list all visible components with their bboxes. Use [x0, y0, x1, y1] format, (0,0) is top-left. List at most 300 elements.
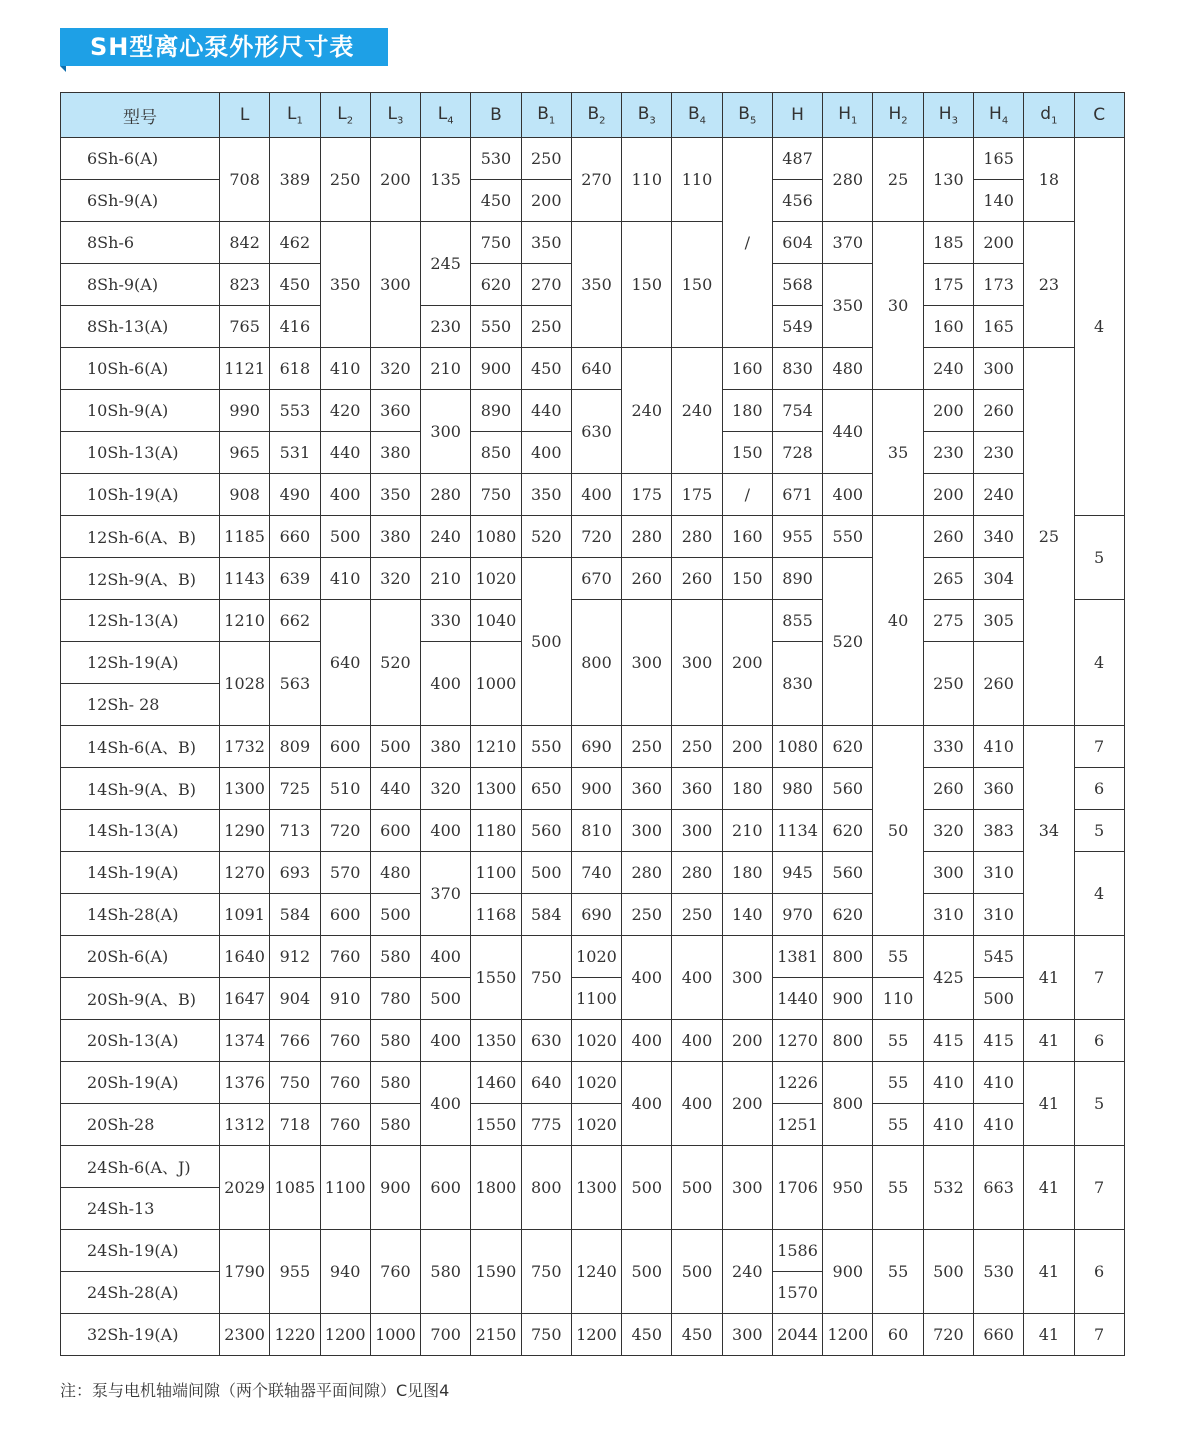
- table-row: [61, 1230, 1125, 1272]
- dimension-cell: 55: [873, 1104, 923, 1146]
- column-header: B: [471, 93, 521, 138]
- dimension-cell: 760: [320, 1062, 370, 1104]
- dimension-cell: 280: [421, 474, 471, 516]
- dimension-cell: 410: [923, 1104, 973, 1146]
- dimension-cell: 400: [521, 432, 571, 474]
- model-cell: 20Sh-28: [61, 1104, 220, 1146]
- column-header: C: [1074, 93, 1124, 138]
- table-row: [61, 1104, 1125, 1146]
- dimension-cell: 970: [772, 894, 822, 936]
- dimension-cell: 400: [421, 810, 471, 852]
- dimension-cell: 110: [672, 138, 722, 222]
- column-header: $L_2$: [320, 93, 370, 138]
- dimension-cell: 1732: [220, 726, 270, 768]
- dimension-cell: 500: [521, 558, 571, 726]
- dimension-cell: 530: [973, 1230, 1023, 1314]
- dimension-cell: 765: [220, 306, 270, 348]
- dimension-cell: 500: [622, 1230, 672, 1314]
- dimension-cell: 410: [320, 558, 370, 600]
- dimension-cell: 1020: [571, 1062, 621, 1104]
- dimension-cell: 4: [1074, 138, 1124, 516]
- dimension-cell: 400: [823, 474, 873, 516]
- dimension-cell: 400: [421, 936, 471, 978]
- dimension-cell: 1440: [772, 978, 822, 1020]
- dimension-cell: 1240: [571, 1230, 621, 1314]
- table-row: [61, 852, 1125, 894]
- dimension-cell: 200: [722, 1020, 772, 1062]
- dimension-cell: 250: [622, 894, 672, 936]
- dimension-cell: 620: [471, 264, 521, 306]
- dimension-cell: 910: [320, 978, 370, 1020]
- dimension-cell: 200: [722, 726, 772, 768]
- dimension-cell: 663: [973, 1146, 1023, 1230]
- dimension-cell: 1134: [772, 810, 822, 852]
- column-header: $L_4$: [421, 93, 471, 138]
- table-row: [61, 810, 1125, 852]
- dimension-cell: 7: [1074, 936, 1124, 1020]
- dimension-cell: 531: [270, 432, 320, 474]
- dimension-cell: 250: [672, 894, 722, 936]
- dimension-cell: 280: [823, 138, 873, 222]
- dimension-cell: 1168: [471, 894, 521, 936]
- dimension-cell: 25: [1024, 348, 1074, 726]
- dimension-cell: 850: [471, 432, 521, 474]
- dimension-cell: 662: [270, 600, 320, 642]
- dimension-cell: 713: [270, 810, 320, 852]
- dimension-cell: 754: [772, 390, 822, 432]
- table-row: [61, 474, 1125, 516]
- dimension-cell: 1376: [220, 1062, 270, 1104]
- dimension-cell: 440: [320, 432, 370, 474]
- dimension-cell: 584: [270, 894, 320, 936]
- dimension-cell: 260: [622, 558, 672, 600]
- dimension-cell: 400: [571, 474, 621, 516]
- dimension-cell: 1460: [471, 1062, 521, 1104]
- model-cell: 12Sh-9(A、B): [61, 558, 220, 600]
- dimension-cell: 570: [320, 852, 370, 894]
- dimension-cell: 1374: [220, 1020, 270, 1062]
- dimension-cell: 350: [521, 474, 571, 516]
- dimension-cell: 600: [421, 1146, 471, 1230]
- dimension-cell: 450: [521, 348, 571, 390]
- dimension-cell: 300: [722, 936, 772, 1020]
- dimension-cell: 180: [722, 768, 772, 810]
- dimension-cell: 150: [672, 222, 722, 348]
- dimension-cell: 400: [622, 1062, 672, 1146]
- dimension-cell: 400: [672, 1062, 722, 1146]
- dimension-cell: 240: [421, 516, 471, 558]
- dimension-cell: 35: [873, 390, 923, 516]
- dimension-cell: 549: [772, 306, 822, 348]
- dimension-cell: 660: [973, 1314, 1023, 1356]
- dimension-cell: 160: [722, 348, 772, 390]
- dimension-cell: 440: [370, 768, 420, 810]
- dimension-cell: 200: [722, 1062, 772, 1146]
- dimension-cell: 1312: [220, 1104, 270, 1146]
- dimension-cell: 400: [622, 936, 672, 1020]
- model-cell: 32Sh-19(A): [61, 1314, 220, 1356]
- dimension-cell: 830: [772, 642, 822, 726]
- footnote: 注：泵与电机轴端间隙（两个联轴器平面间隙）C见图4: [60, 1381, 450, 1400]
- dimension-cell: 650: [521, 768, 571, 810]
- table-row: [61, 1062, 1125, 1104]
- dimension-cell: 855: [772, 600, 822, 642]
- dimension-cell: 740: [571, 852, 621, 894]
- dimension-cell: 1020: [571, 936, 621, 978]
- dimension-cell: /: [722, 138, 772, 348]
- model-cell: 8Sh-9(A): [61, 264, 220, 306]
- dimension-cell: 1020: [571, 1020, 621, 1062]
- column-header: $B_2$: [571, 93, 621, 138]
- dimension-cell: 350: [320, 222, 370, 348]
- dimension-cell: 310: [973, 894, 1023, 936]
- dimension-cell: 400: [421, 1020, 471, 1062]
- dimension-cell: 340: [973, 516, 1023, 558]
- dimension-cell: 265: [923, 558, 973, 600]
- dimension-cell: 5: [1074, 1062, 1124, 1146]
- dimension-cell: 245: [421, 222, 471, 306]
- dimension-cell: 890: [471, 390, 521, 432]
- dimension-cell: 320: [923, 810, 973, 852]
- dimension-cell: 450: [471, 180, 521, 222]
- dimension-cell: 400: [421, 1062, 471, 1146]
- dimension-cell: 500: [672, 1146, 722, 1230]
- dimension-cell: 140: [722, 894, 772, 936]
- dimension-cell: 800: [571, 600, 621, 726]
- dimension-cell: 23: [1024, 222, 1074, 348]
- model-cell: 12Sh-13(A): [61, 600, 220, 642]
- dimension-cell: 250: [521, 138, 571, 180]
- dimension-cell: 1220: [270, 1314, 320, 1356]
- dimension-cell: 766: [270, 1020, 320, 1062]
- dimension-cell: 693: [270, 852, 320, 894]
- dimension-cell: 1550: [471, 1104, 521, 1146]
- dimension-cell: 550: [471, 306, 521, 348]
- dimension-cell: 800: [823, 1062, 873, 1146]
- dimension-cell: 940: [320, 1230, 370, 1314]
- dimension-cell: 1300: [220, 768, 270, 810]
- model-cell: 10Sh-13(A): [61, 432, 220, 474]
- dimension-cell: 500: [923, 1230, 973, 1314]
- dimension-cell: 1251: [772, 1104, 822, 1146]
- dimension-cell: 1590: [471, 1230, 521, 1314]
- dimension-cell: 260: [973, 642, 1023, 726]
- column-header: $B_3$: [622, 93, 672, 138]
- page-title: SH型离心泵外形尺寸表: [60, 28, 388, 66]
- dimension-cell: 1080: [471, 516, 521, 558]
- dimension-cell: 165: [973, 138, 1023, 180]
- dimension-cell: 945: [772, 852, 822, 894]
- dimension-cell: 630: [571, 390, 621, 474]
- dimension-cell: 1143: [220, 558, 270, 600]
- dimension-cell: 580: [370, 936, 420, 978]
- dimension-cell: 210: [421, 558, 471, 600]
- dimension-cell: 630: [521, 1020, 571, 1062]
- dimension-cell: 440: [823, 390, 873, 474]
- dimension-cell: 487: [772, 138, 822, 180]
- dimension-cell: 500: [672, 1230, 722, 1314]
- table-row: [61, 1314, 1125, 1356]
- table-row: [61, 222, 1125, 264]
- dimension-cell: 456: [772, 180, 822, 222]
- dimension-cell: 260: [923, 516, 973, 558]
- dimension-cell: 1350: [471, 1020, 521, 1062]
- dimension-cell: 1800: [471, 1146, 521, 1230]
- dimension-cell: 1200: [571, 1314, 621, 1356]
- dimension-cell: 200: [370, 138, 420, 222]
- dimension-cell: 490: [270, 474, 320, 516]
- dimension-cell: 1100: [571, 978, 621, 1020]
- dimension-cell: 200: [923, 474, 973, 516]
- dimension-cell: 383: [973, 810, 1023, 852]
- column-header: H: [772, 93, 822, 138]
- dimension-cell: 425: [923, 936, 973, 1020]
- dimension-cell: 980: [772, 768, 822, 810]
- dimension-cell: 1790: [220, 1230, 270, 1314]
- dimension-cell: 640: [571, 348, 621, 390]
- table-row: [61, 936, 1125, 978]
- dimension-cell: 545: [973, 936, 1023, 978]
- dimension-cell: 380: [370, 432, 420, 474]
- dimension-cell: 410: [973, 726, 1023, 768]
- dimension-cell: 1121: [220, 348, 270, 390]
- dimension-cell: 173: [973, 264, 1023, 306]
- dimension-cell: 908: [220, 474, 270, 516]
- dimension-cell: 41: [1024, 1146, 1074, 1230]
- dimension-cell: 240: [672, 348, 722, 474]
- dimension-cell: 639: [270, 558, 320, 600]
- dimension-cell: 775: [521, 1104, 571, 1146]
- dimension-cell: 530: [471, 138, 521, 180]
- dimension-cell: 750: [270, 1062, 320, 1104]
- model-cell: 20Sh-13(A): [61, 1020, 220, 1062]
- dimension-cell: 800: [521, 1146, 571, 1230]
- dimension-cell: 760: [320, 1104, 370, 1146]
- dimension-cell: 520: [521, 516, 571, 558]
- dimension-cell: 389: [270, 138, 320, 222]
- dimension-cell: 110: [873, 978, 923, 1020]
- dimension-cell: 760: [320, 1020, 370, 1062]
- dimension-cell: 955: [772, 516, 822, 558]
- dimension-cell: 350: [521, 222, 571, 264]
- dimension-cell: 300: [722, 1314, 772, 1356]
- dimension-cell: 440: [521, 390, 571, 432]
- model-cell: 20Sh-19(A): [61, 1062, 220, 1104]
- dimension-cell: 725: [270, 768, 320, 810]
- dimension-cell: 320: [370, 558, 420, 600]
- table-row: [61, 894, 1125, 936]
- dimension-cell: 270: [521, 264, 571, 306]
- dimension-cell: 40: [873, 516, 923, 726]
- dimension-cell: 584: [521, 894, 571, 936]
- dimension-cell: 462: [270, 222, 320, 264]
- dimension-cell: 450: [270, 264, 320, 306]
- column-header: $H_1$: [823, 93, 873, 138]
- column-header: $H_3$: [923, 93, 973, 138]
- dimension-cell: 410: [923, 1062, 973, 1104]
- dimension-cell: 912: [270, 936, 320, 978]
- dimension-cell: 580: [421, 1230, 471, 1314]
- dimension-cell: 300: [923, 852, 973, 894]
- dimension-cell: 250: [622, 726, 672, 768]
- dimension-cell: 7: [1074, 1314, 1124, 1356]
- dimension-cell: 34: [1024, 726, 1074, 936]
- dimension-cell: 55: [873, 936, 923, 978]
- dimension-cell: 708: [220, 138, 270, 222]
- model-cell: 14Sh-28(A): [61, 894, 220, 936]
- dimension-cell: 720: [923, 1314, 973, 1356]
- dimension-cell: 280: [622, 516, 672, 558]
- dimension-cell: 1586: [772, 1230, 822, 1272]
- dimension-cell: 750: [521, 936, 571, 1020]
- dimension-cell: 550: [521, 726, 571, 768]
- model-cell: 14Sh-9(A、B): [61, 768, 220, 810]
- dimension-cell: 480: [370, 852, 420, 894]
- dimension-cell: 280: [622, 852, 672, 894]
- column-header: L: [220, 93, 270, 138]
- dimension-cell: 175: [923, 264, 973, 306]
- dimension-cell: 750: [521, 1314, 571, 1356]
- dimension-cell: 50: [873, 726, 923, 936]
- dimension-cell: 1300: [471, 768, 521, 810]
- dimension-cell: 304: [973, 558, 1023, 600]
- dimension-cell: 690: [571, 894, 621, 936]
- dimension-cell: 1570: [772, 1272, 822, 1314]
- dimension-cell: 185: [923, 222, 973, 264]
- dimension-cell: 600: [370, 810, 420, 852]
- model-cell: 12Sh-6(A、B): [61, 516, 220, 558]
- dimension-cell: 900: [471, 348, 521, 390]
- dimension-cell: 310: [923, 894, 973, 936]
- dimension-cell: 240: [622, 348, 672, 474]
- dimension-cell: 150: [722, 558, 772, 600]
- column-header: $H_4$: [973, 93, 1023, 138]
- dimension-cell: 410: [973, 1104, 1023, 1146]
- dimension-cell: 230: [421, 306, 471, 348]
- dimension-cell: 200: [722, 600, 772, 726]
- dimension-cell: 110: [622, 138, 672, 222]
- dimension-cell: 1210: [220, 600, 270, 642]
- dimension-cell: 160: [722, 516, 772, 558]
- dimension-cell: 760: [320, 936, 370, 978]
- dimension-cell: 41: [1024, 1314, 1074, 1356]
- column-header: $H_2$: [873, 93, 923, 138]
- dimension-cell: 41: [1024, 1062, 1074, 1146]
- model-cell: 20Sh-6(A): [61, 936, 220, 978]
- dimension-cell: 5: [1074, 516, 1124, 600]
- dimension-cell: 750: [521, 1230, 571, 1314]
- dimension-cell: 130: [923, 138, 973, 222]
- dimension-cell: 210: [722, 810, 772, 852]
- dimension-cell: 330: [923, 726, 973, 768]
- dimension-cell: 2029: [220, 1146, 270, 1230]
- dimension-cell: 1000: [370, 1314, 420, 1356]
- dimension-cell: 360: [622, 768, 672, 810]
- dimension-cell: 809: [270, 726, 320, 768]
- model-cell: 12Sh-19(A): [61, 642, 220, 684]
- dimension-table: [60, 92, 1125, 1356]
- dimension-cell: 904: [270, 978, 320, 1020]
- dimension-cell: 568: [772, 264, 822, 306]
- dimension-cell: 280: [672, 852, 722, 894]
- dimension-cell: 240: [973, 474, 1023, 516]
- dimension-cell: 1028: [220, 642, 270, 726]
- dimension-cell: 41: [1024, 1020, 1074, 1062]
- dimension-cell: /: [722, 474, 772, 516]
- dimension-cell: 260: [973, 390, 1023, 432]
- model-cell: 14Sh-6(A、B): [61, 726, 220, 768]
- dimension-cell: 25: [873, 138, 923, 222]
- dimension-cell: 7: [1074, 1146, 1124, 1230]
- dimension-cell: 416: [270, 306, 320, 348]
- column-header: $B_1$: [521, 93, 571, 138]
- model-cell: 24Sh-13: [61, 1188, 220, 1230]
- table-row: [61, 390, 1125, 432]
- dimension-cell: 500: [622, 1146, 672, 1230]
- table-row: [61, 768, 1125, 810]
- dimension-cell: 55: [873, 1020, 923, 1062]
- dimension-cell: 55: [873, 1062, 923, 1104]
- dimension-cell: 6: [1074, 768, 1124, 810]
- dimension-cell: 810: [571, 810, 621, 852]
- dimension-cell: 553: [270, 390, 320, 432]
- table-header: [61, 93, 1125, 138]
- model-cell: 24Sh-28(A): [61, 1272, 220, 1314]
- dimension-cell: 400: [320, 474, 370, 516]
- dimension-cell: 230: [923, 432, 973, 474]
- dimension-cell: 370: [421, 852, 471, 936]
- dimension-cell: 500: [521, 852, 571, 894]
- model-cell: 14Sh-13(A): [61, 810, 220, 852]
- dimension-cell: 500: [973, 978, 1023, 1020]
- dimension-cell: 1091: [220, 894, 270, 936]
- dimension-cell: 1200: [320, 1314, 370, 1356]
- dimension-cell: 140: [973, 180, 1023, 222]
- dimension-cell: 842: [220, 222, 270, 264]
- dimension-cell: 671: [772, 474, 822, 516]
- dimension-cell: 800: [823, 1020, 873, 1062]
- table-row: [61, 1020, 1125, 1062]
- dimension-cell: 660: [270, 516, 320, 558]
- dimension-cell: 600: [320, 726, 370, 768]
- dimension-cell: 240: [923, 348, 973, 390]
- dimension-cell: 1100: [320, 1146, 370, 1230]
- dimension-cell: 1270: [772, 1020, 822, 1062]
- dimension-cell: 560: [823, 852, 873, 894]
- dimension-cell: 280: [672, 516, 722, 558]
- dimension-cell: 900: [823, 978, 873, 1020]
- dimension-cell: 360: [370, 390, 420, 432]
- dimension-cell: 360: [973, 768, 1023, 810]
- dimension-cell: 330: [421, 600, 471, 642]
- dimension-cell: 1210: [471, 726, 521, 768]
- dimension-cell: 350: [823, 264, 873, 348]
- dimension-cell: 400: [672, 936, 722, 1020]
- dimension-cell: 618: [270, 348, 320, 390]
- dimension-cell: 1040: [471, 600, 521, 642]
- dimension-cell: 300: [421, 390, 471, 474]
- dimension-cell: 310: [973, 852, 1023, 894]
- dimension-cell: 1300: [571, 1146, 621, 1230]
- dimension-cell: 415: [923, 1020, 973, 1062]
- dimension-cell: 950: [823, 1146, 873, 1230]
- dimension-cell: 620: [823, 894, 873, 936]
- dimension-cell: 320: [370, 348, 420, 390]
- dimension-cell: 520: [370, 600, 420, 726]
- dimension-cell: 450: [622, 1314, 672, 1356]
- dimension-cell: 18: [1024, 138, 1074, 222]
- dimension-cell: 990: [220, 390, 270, 432]
